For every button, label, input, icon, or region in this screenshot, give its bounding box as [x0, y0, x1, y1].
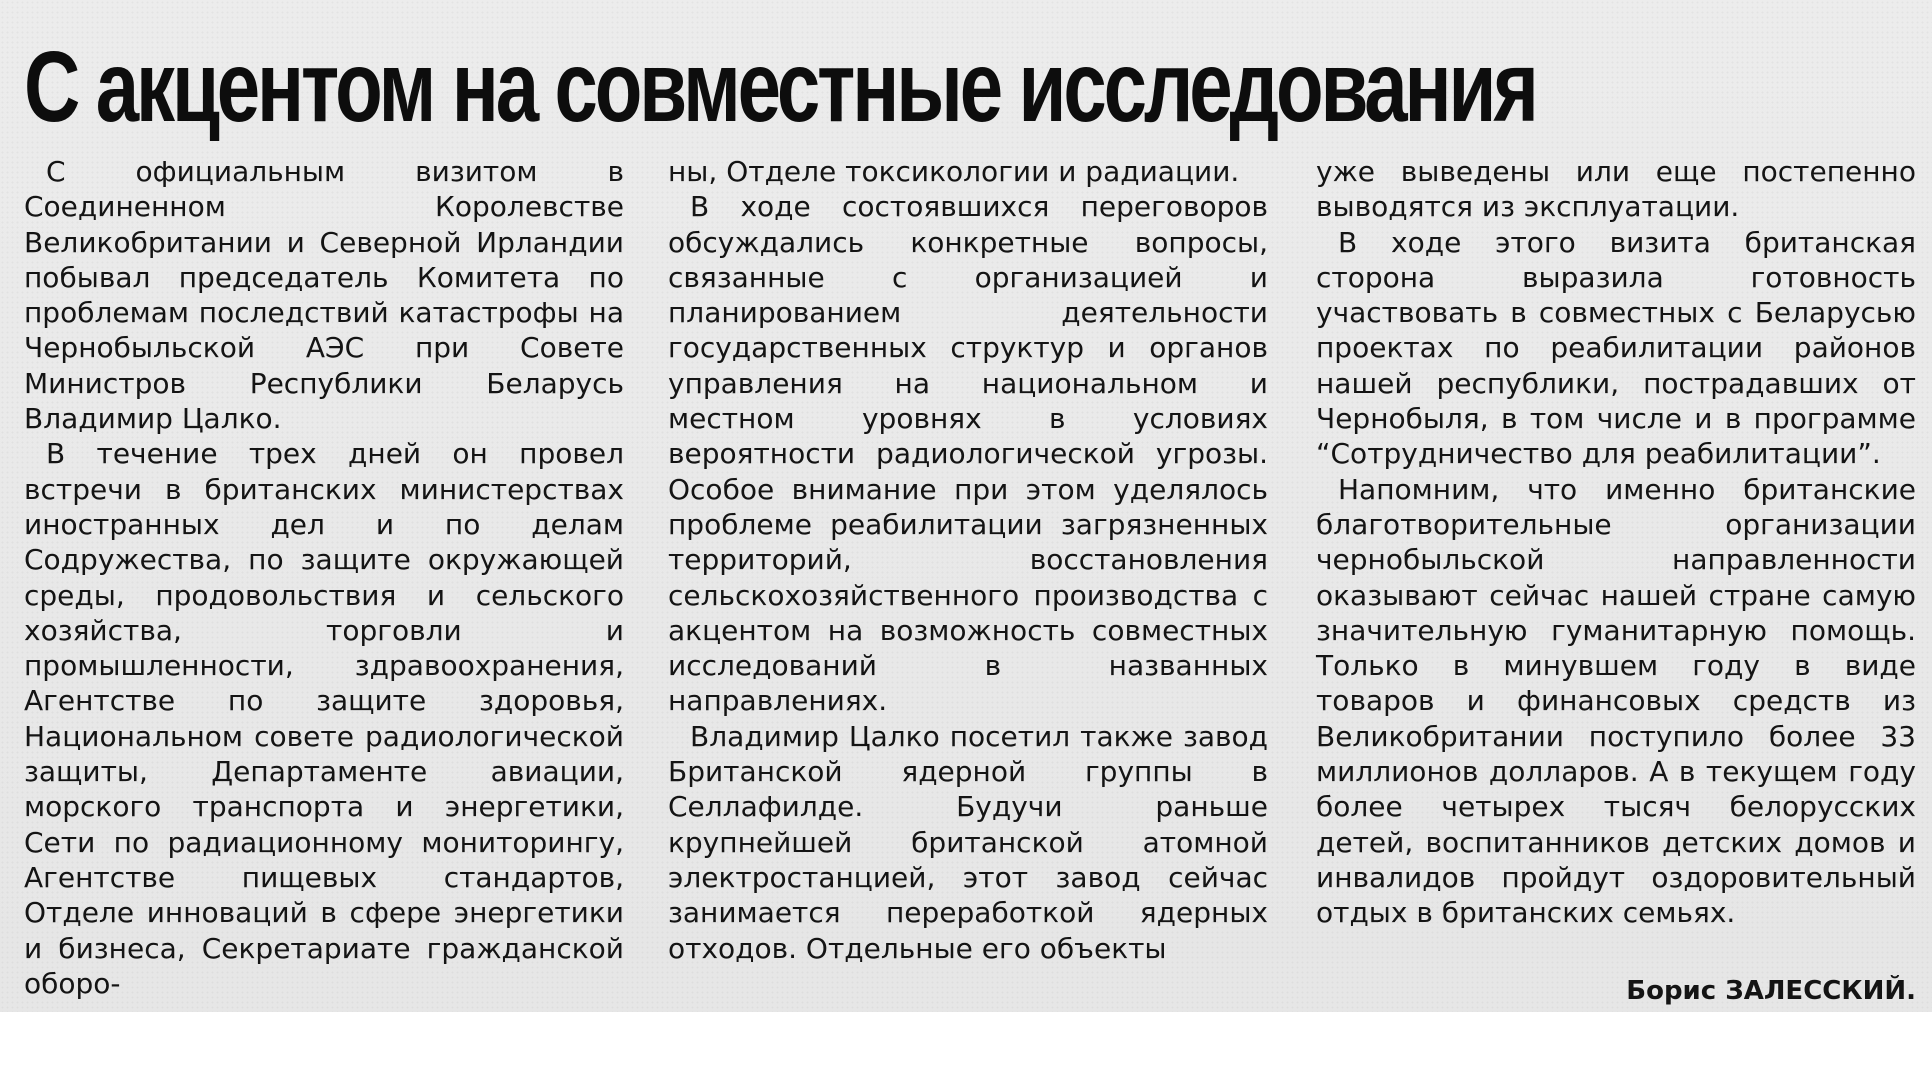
paragraph: Владимир Цалко посетил также завод Британской ядерной группы в Селлафилде. Будучи раньше крупнейшей британской атомной электростанцией, этот завод сейчас занимается переработкой ядерных отходов. Отдельные его объекты — [668, 719, 1268, 965]
bleed-through-text — [0, 0, 1932, 26]
paragraph: Напомним, что именно британские благотворительные организации чернобыльской направленности оказывают сейчас нашей стране самую значительную гуманитарную помощь. Только в минувшем году в виде товаров и финансовых средств из Великобритании поступило более 33 миллионов долларов. А в текущем году более четырех тысяч белорусских детей, воспитанников детских домов и инвалидов пройдут оздоровительный отдых в британских семьях. — [1316, 472, 1916, 930]
paragraph: уже выведены или еще постепенно выводятся из эксплуатации. — [1316, 155, 1916, 224]
paragraph: С официальным визитом в Соединенном Королевстве Великобритании и Северной Ирландии побывал председатель Комитета по проблемам последствий катастрофы на Чернобыльской АЭС при Совете Министров Республики Беларусь Владимир Цалко. — [24, 155, 624, 436]
article-column-2 — [668, 154, 1268, 966]
scan-margin — [0, 1012, 1932, 1076]
paragraph: В ходе состоявшихся переговоров обсуждались конкретные вопросы, связанные с организацией и планированием деятельности государственных структур и органов управления на национальном и местном уровнях в условиях вероятности радиологической угрозы. Особое внимание при этом уделялось проблеме реабилитации загрязненных территорий, восстановления сельскохозяйственного производства с акцентом на возможность совместных исследований в названных направлениях. — [668, 190, 1268, 718]
author-byline: Борис ЗАЛЕССКИЙ. — [1626, 976, 1916, 1006]
paragraph: ны, Отделе токсикологии и радиации. — [668, 155, 1240, 188]
article-column-3 — [1316, 154, 1916, 931]
article-headline: С акцентом на совместные исследования — [24, 31, 1536, 143]
paragraph: В ходе этого визита британская сторона выразила готовность участвовать в совместных с Беларусью проектах по реабилитации районов нашей республики, пострадавших от Чернобыля, в том числе и в программе “Сотрудничество для реабилитации”. — [1316, 225, 1916, 471]
article-column-1 — [24, 154, 624, 1001]
paragraph: В течение трех дней он провел встречи в британских министерствах иностранных дел и по делам Содружества, по защите окружающей среды, продовольствия и сельского хозяйства, торговли и промышленности, здравоохранения, Агентстве по защите здоровья, Национальном совете радиологической защиты, Департаменте авиации, морского транспорта и энергетики, Сети по радиационному мониторингу, Агентстве пищевых стандартов, Отделе инноваций в сфере энергетики и бизнеса, Секретариате гражданской оборо- — [24, 437, 624, 1000]
